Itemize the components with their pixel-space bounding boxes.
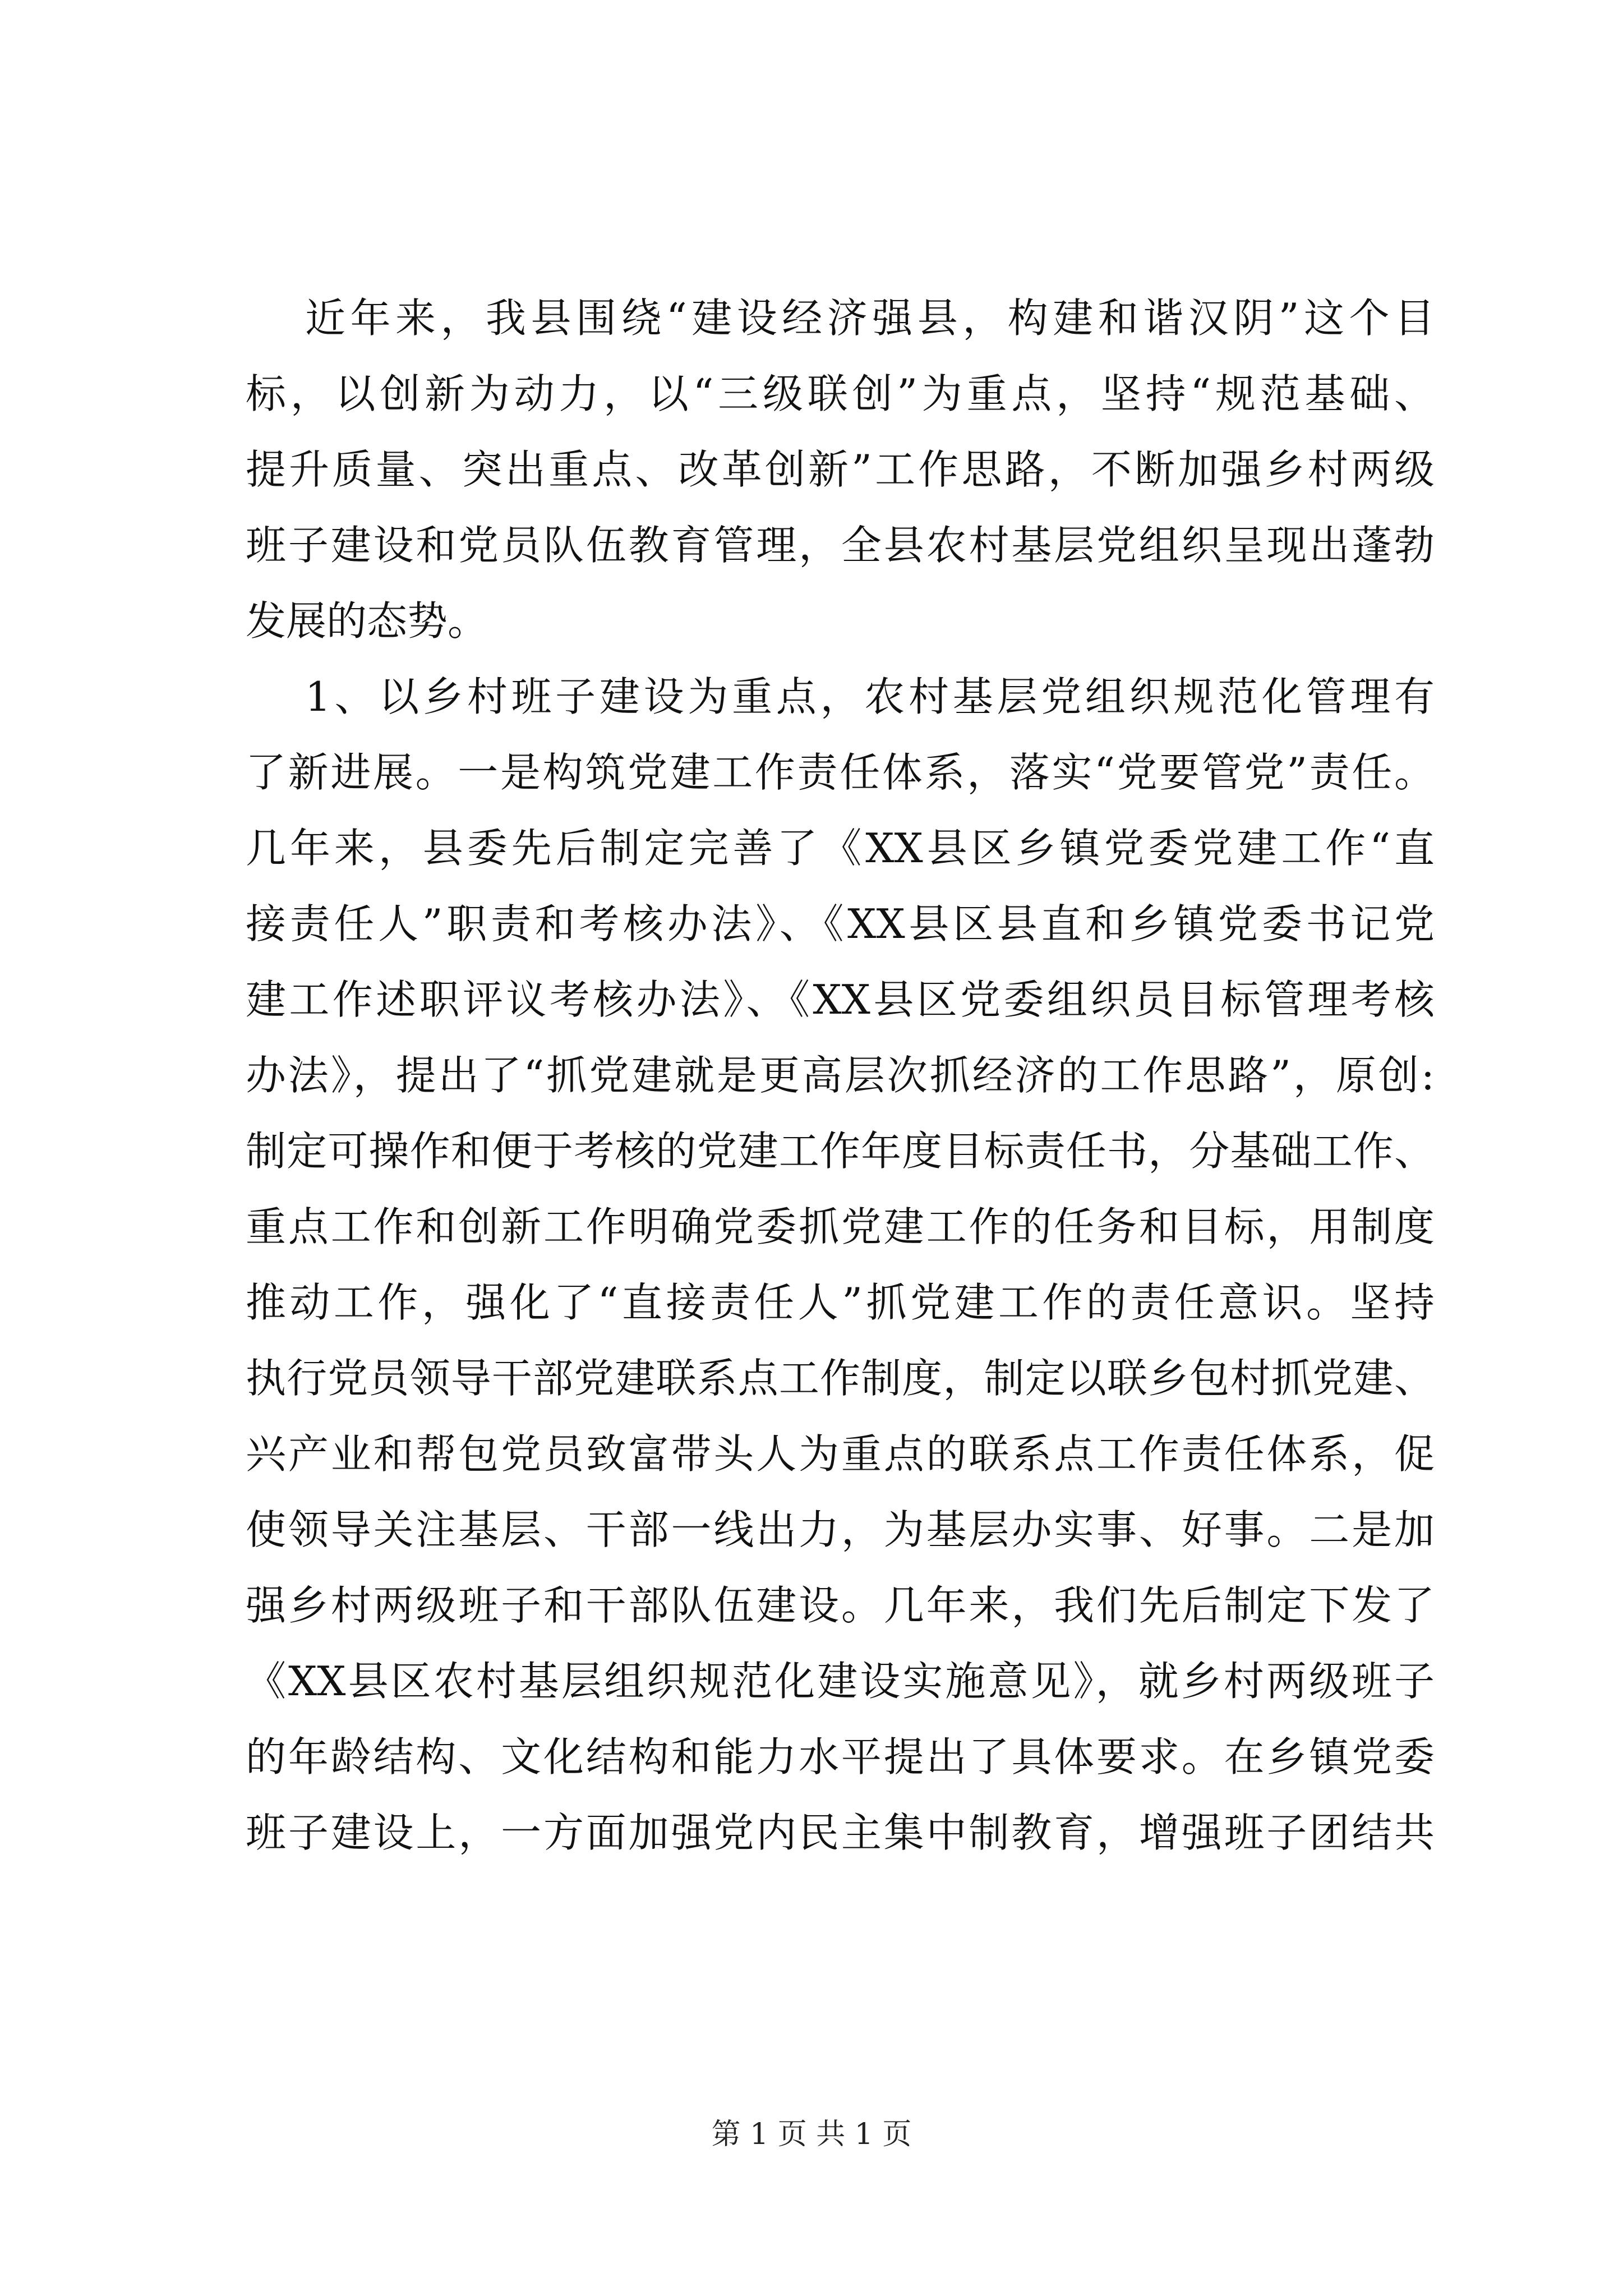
paragraph-2-line-14: 《XX县区农村基层组织规范化建设实施意见》，就乡村两级班子 xyxy=(246,1658,1435,1705)
paragraph-2-line-10: 执行党员领导干部党建联系点工作制度，制定以联乡包村抓党建、 xyxy=(246,1355,1435,1402)
paragraph-1-line-5: 发展的态势。 xyxy=(246,597,488,645)
paragraph-1-line-2: 标，以创新为动力，以“三级联创”为重点，坚持“规范基础、 xyxy=(246,370,1435,417)
paragraph-2-line-16: 班子建设上，一方面加强党内民主集中制教育，增强班子团结共 xyxy=(246,1809,1435,1856)
paragraph-2-line-7: 制定可操作和便于考核的党建工作年度目标责任书，分基础工作、 xyxy=(246,1128,1435,1175)
paragraph-2-line-15: 的年龄结构、文化结构和能力水平提出了具体要求。在乡镇党委 xyxy=(246,1733,1435,1780)
paragraph-1-line-1: 近年来，我县围绕“建设经济强县，构建和谐汉阴”这个目 xyxy=(305,295,1435,342)
page-number-footer: 第 1 页 共 1 页 xyxy=(711,2118,912,2151)
paragraph-2-line-9: 推动工作，强化了“直接责任人”抓党建工作的责任意识。坚持 xyxy=(246,1279,1435,1326)
paragraph-2-line-11: 兴产业和帮包党员致富带头人为重点的联系点工作责任体系，促 xyxy=(246,1430,1435,1478)
paragraph-1-line-3: 提升质量、突出重点、改革创新”工作思路，不断加强乡村两级 xyxy=(246,446,1435,493)
document-body xyxy=(246,280,1435,1871)
paragraph-2-line-4: 接责任人”职责和考核办法》、《XX县区县直和乡镇党委书记党 xyxy=(246,900,1435,947)
paragraph-2-line-8: 重点工作和创新工作明确党委抓党建工作的任务和目标，用制度 xyxy=(246,1203,1435,1250)
paragraph-2-line-12: 使领导关注基层、干部一线出力，为基层办实事、好事。二是加 xyxy=(246,1506,1435,1553)
paragraph-1-line-4: 班子建设和党员队伍教育管理，全县农村基层党组织呈现出蓬勃 xyxy=(246,522,1435,569)
paragraph-2-line-5: 建工作述职评议考核办法》、《XX县区党委组织员目标管理考核 xyxy=(246,976,1435,1023)
paragraph-2-line-2: 了新进展。一是构筑党建工作责任体系，落实“党要管党”责任。 xyxy=(246,749,1435,796)
paragraph-2-line-1: 1、以乡村班子建设为重点，农村基层党组织规范化管理有 xyxy=(305,673,1435,720)
paragraph-2-line-6: 办法》，提出了“抓党建就是更高层次抓经济的工作思路”，原创: xyxy=(246,1052,1435,1099)
paragraph-2-line-3: 几年来，县委先后制定完善了《XX县区乡镇党委党建工作“直 xyxy=(246,825,1435,872)
paragraph-2-line-13: 强乡村两级班子和干部队伍建设。几年来，我们先后制定下发了 xyxy=(246,1582,1435,1629)
